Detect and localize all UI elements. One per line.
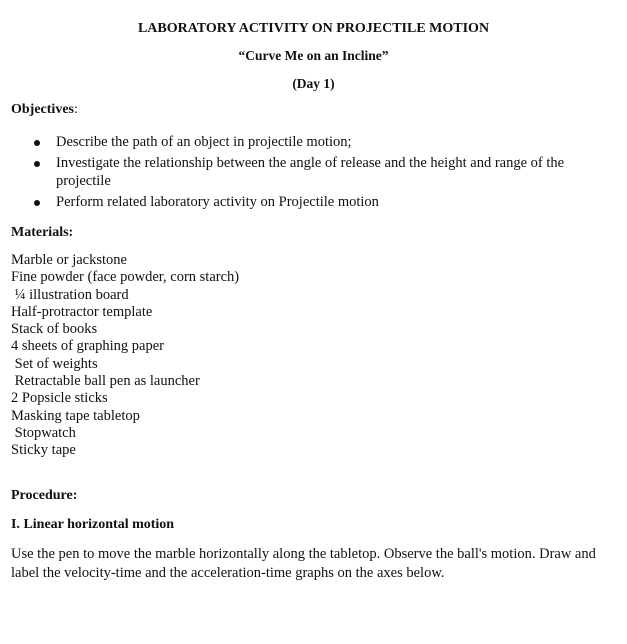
material-item: Set of weights (11, 355, 98, 372)
day-label: (Day 1) (292, 76, 335, 91)
activity-subtitle: “Curve Me on an Incline” (238, 48, 389, 63)
objective-item (0, 154, 627, 190)
objective-text: Perform related laboratory activity on Projectile motion (56, 194, 379, 210)
procedure-heading-text: Procedure: (11, 488, 78, 503)
materials-heading-text: Materials: (11, 225, 74, 240)
material-item: ¼ illustration board (11, 286, 129, 303)
material-item: 2 Popsicle sticks (11, 390, 108, 407)
materials-heading (11, 224, 73, 242)
material-item: Fine powder (face powder, corn starch) (11, 269, 240, 286)
material-item: Sticky tape (11, 442, 76, 459)
objectives-heading-text: Objectives (11, 102, 74, 117)
bullet-icon (34, 161, 40, 167)
bullet-icon (34, 200, 40, 206)
procedure-instructions: Use the pen to move the marble horizontally along the tabletop. Observe the ball's motion. Draw and label the velocity-time and the acceleration-time graphs on the axes below. (11, 546, 596, 581)
material-item: Masking tape tabletop (11, 407, 140, 424)
material-item: Marble or jackstone (11, 252, 127, 268)
material-item: Stopwatch (11, 424, 76, 441)
procedure-section-title-text: I. Linear horizontal motion (11, 517, 175, 532)
procedure-section-title (11, 516, 174, 534)
materials-list (11, 252, 239, 460)
objective-item (0, 193, 627, 211)
material-item: 4 sheets of graphing paper (11, 338, 165, 355)
document-title: LABORATORY ACTIVITY ON PROJECTILE MOTION (137, 21, 490, 36)
objectives-heading (11, 101, 78, 119)
procedure-heading (11, 487, 77, 505)
bullet-icon (34, 140, 40, 146)
material-item: Stack of books (11, 321, 98, 338)
material-item: Retractable ball pen as launcher (11, 373, 200, 390)
objective-text: Describe the path of an object in projectile motion; (56, 134, 352, 150)
objectives-list (0, 133, 627, 214)
material-item: Half-protractor template (11, 303, 153, 320)
objective-text: Investigate the relationship between the angle of release and the height and range of the projectile (56, 155, 565, 189)
objectives-heading-colon: : (73, 102, 78, 117)
objective-item (0, 133, 627, 151)
